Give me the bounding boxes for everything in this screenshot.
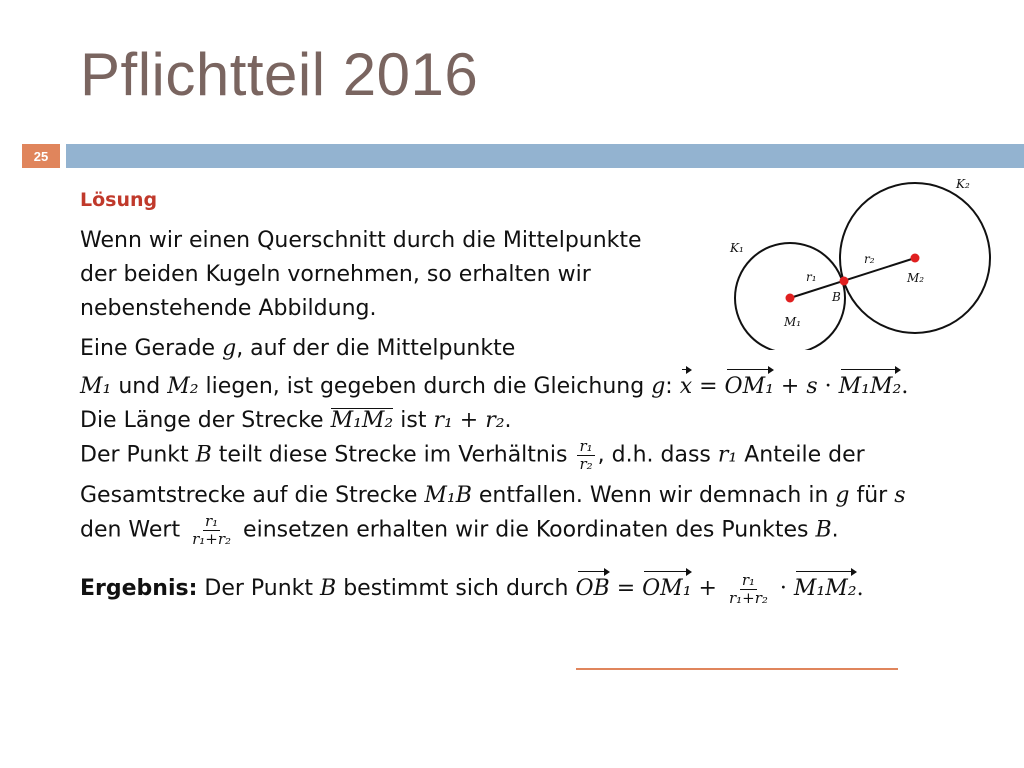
var-b: B — [320, 576, 337, 601]
slide-content — [80, 186, 1000, 607]
vector-om1: OM₁ — [642, 568, 691, 606]
intro-paragraph: Wenn wir einen Querschnitt durch die Mittelpunkte der beiden Kugeln vornehmen, so erhalten wir nebenstehende Abbildung. — [80, 228, 642, 321]
equation-line-1 — [80, 332, 1000, 366]
vector-ob: OB — [576, 568, 610, 606]
var-b: B — [195, 442, 212, 468]
label-r2: r₂ — [864, 252, 875, 266]
text: Eine Gerade — [80, 336, 223, 361]
spacer — [80, 548, 1000, 568]
var-s: s — [894, 483, 906, 508]
text: für — [849, 483, 895, 508]
fraction-r1-over-sum — [727, 572, 770, 607]
text: + — [691, 576, 724, 601]
text: . — [831, 517, 839, 543]
equation-line-6 — [80, 513, 1000, 548]
result-line — [80, 568, 1000, 607]
text: Anteile der — [737, 442, 865, 468]
text: liegen, ist gegeben durch die Gleichung — [198, 374, 652, 399]
text: + — [773, 374, 807, 399]
text: Die Länge der Strecke — [80, 408, 331, 433]
text: entfallen. Wenn wir demnach in — [471, 483, 836, 508]
text: = — [609, 576, 643, 601]
fraction-denominator: r₁+r₂ — [192, 530, 232, 548]
expr-r1-plus-r2: r₁ + r₂ — [433, 408, 505, 433]
text: den Wert — [80, 517, 188, 543]
text: , auf der die Mittelpunkte — [236, 336, 516, 361]
slide-number-badge: 25 — [22, 144, 60, 168]
text: . — [504, 408, 512, 433]
label-m2: M₂ — [907, 271, 925, 285]
fraction-r1-r2 — [577, 438, 594, 473]
label-m1: M₁ — [784, 315, 802, 329]
vector-m1m2: M₁M₂ — [839, 366, 902, 404]
label-r1: r₁ — [806, 270, 817, 284]
equation-line-4 — [80, 438, 1000, 473]
var-r1: r₁ — [717, 442, 738, 468]
fraction-denominator: r₂ — [579, 455, 593, 473]
text: · — [772, 576, 794, 601]
vector-m1m2: M₁M₂ — [794, 568, 857, 606]
var-g: g — [222, 336, 237, 361]
result-label: Ergebnis: — [80, 576, 198, 601]
fraction-denominator: r₁+r₂ — [728, 588, 768, 607]
slide-title: Pflichtteil 2016 — [80, 41, 479, 108]
text: . — [856, 576, 864, 601]
label-k2: K₂ — [956, 177, 970, 191]
var-m1: M₁ — [80, 374, 112, 399]
text: ist — [393, 408, 434, 433]
label-b: B — [832, 290, 841, 304]
var-g: g — [651, 374, 666, 399]
fraction-numerator: r₁ — [204, 512, 219, 530]
label-k1: K₁ — [730, 241, 744, 255]
text: und — [111, 374, 168, 399]
fraction-r1-over-sum — [190, 513, 233, 548]
text: Gesamtstrecke auf die Strecke — [80, 483, 425, 508]
var-m2: M₂ — [167, 374, 199, 399]
equation-line-2 — [80, 366, 1000, 404]
vector-om1: OM₁ — [725, 366, 774, 404]
text: Der Punkt — [80, 442, 196, 468]
text: , d.h. dass — [597, 442, 718, 468]
result-underline — [576, 668, 898, 670]
fraction-numerator: r₁ — [741, 570, 755, 589]
var-s: s — [806, 374, 818, 399]
fraction-numerator: r₁ — [579, 437, 593, 455]
text: · — [817, 374, 839, 399]
var-b: B — [815, 517, 832, 543]
text: = — [692, 374, 725, 399]
equation-line-3 — [80, 404, 1000, 438]
equation-line-5 — [80, 479, 1000, 513]
text: Der Punkt — [197, 576, 321, 601]
text: bestimmt sich durch — [336, 576, 576, 601]
solution-heading: Lösung — [80, 189, 158, 211]
text: teilt diese Strecke im Verhältnis — [211, 442, 575, 468]
text: : — [665, 374, 680, 399]
var-g: g — [835, 483, 850, 508]
text: einsetzen erhalten wir die Koordinaten des Punktes — [236, 517, 816, 543]
text: . — [901, 374, 909, 399]
var-m1b: M₁B — [424, 483, 472, 508]
header-bar — [66, 144, 1024, 168]
vector-x: x — [680, 366, 692, 404]
segment-m1m2: M₁M₂ — [330, 408, 394, 433]
